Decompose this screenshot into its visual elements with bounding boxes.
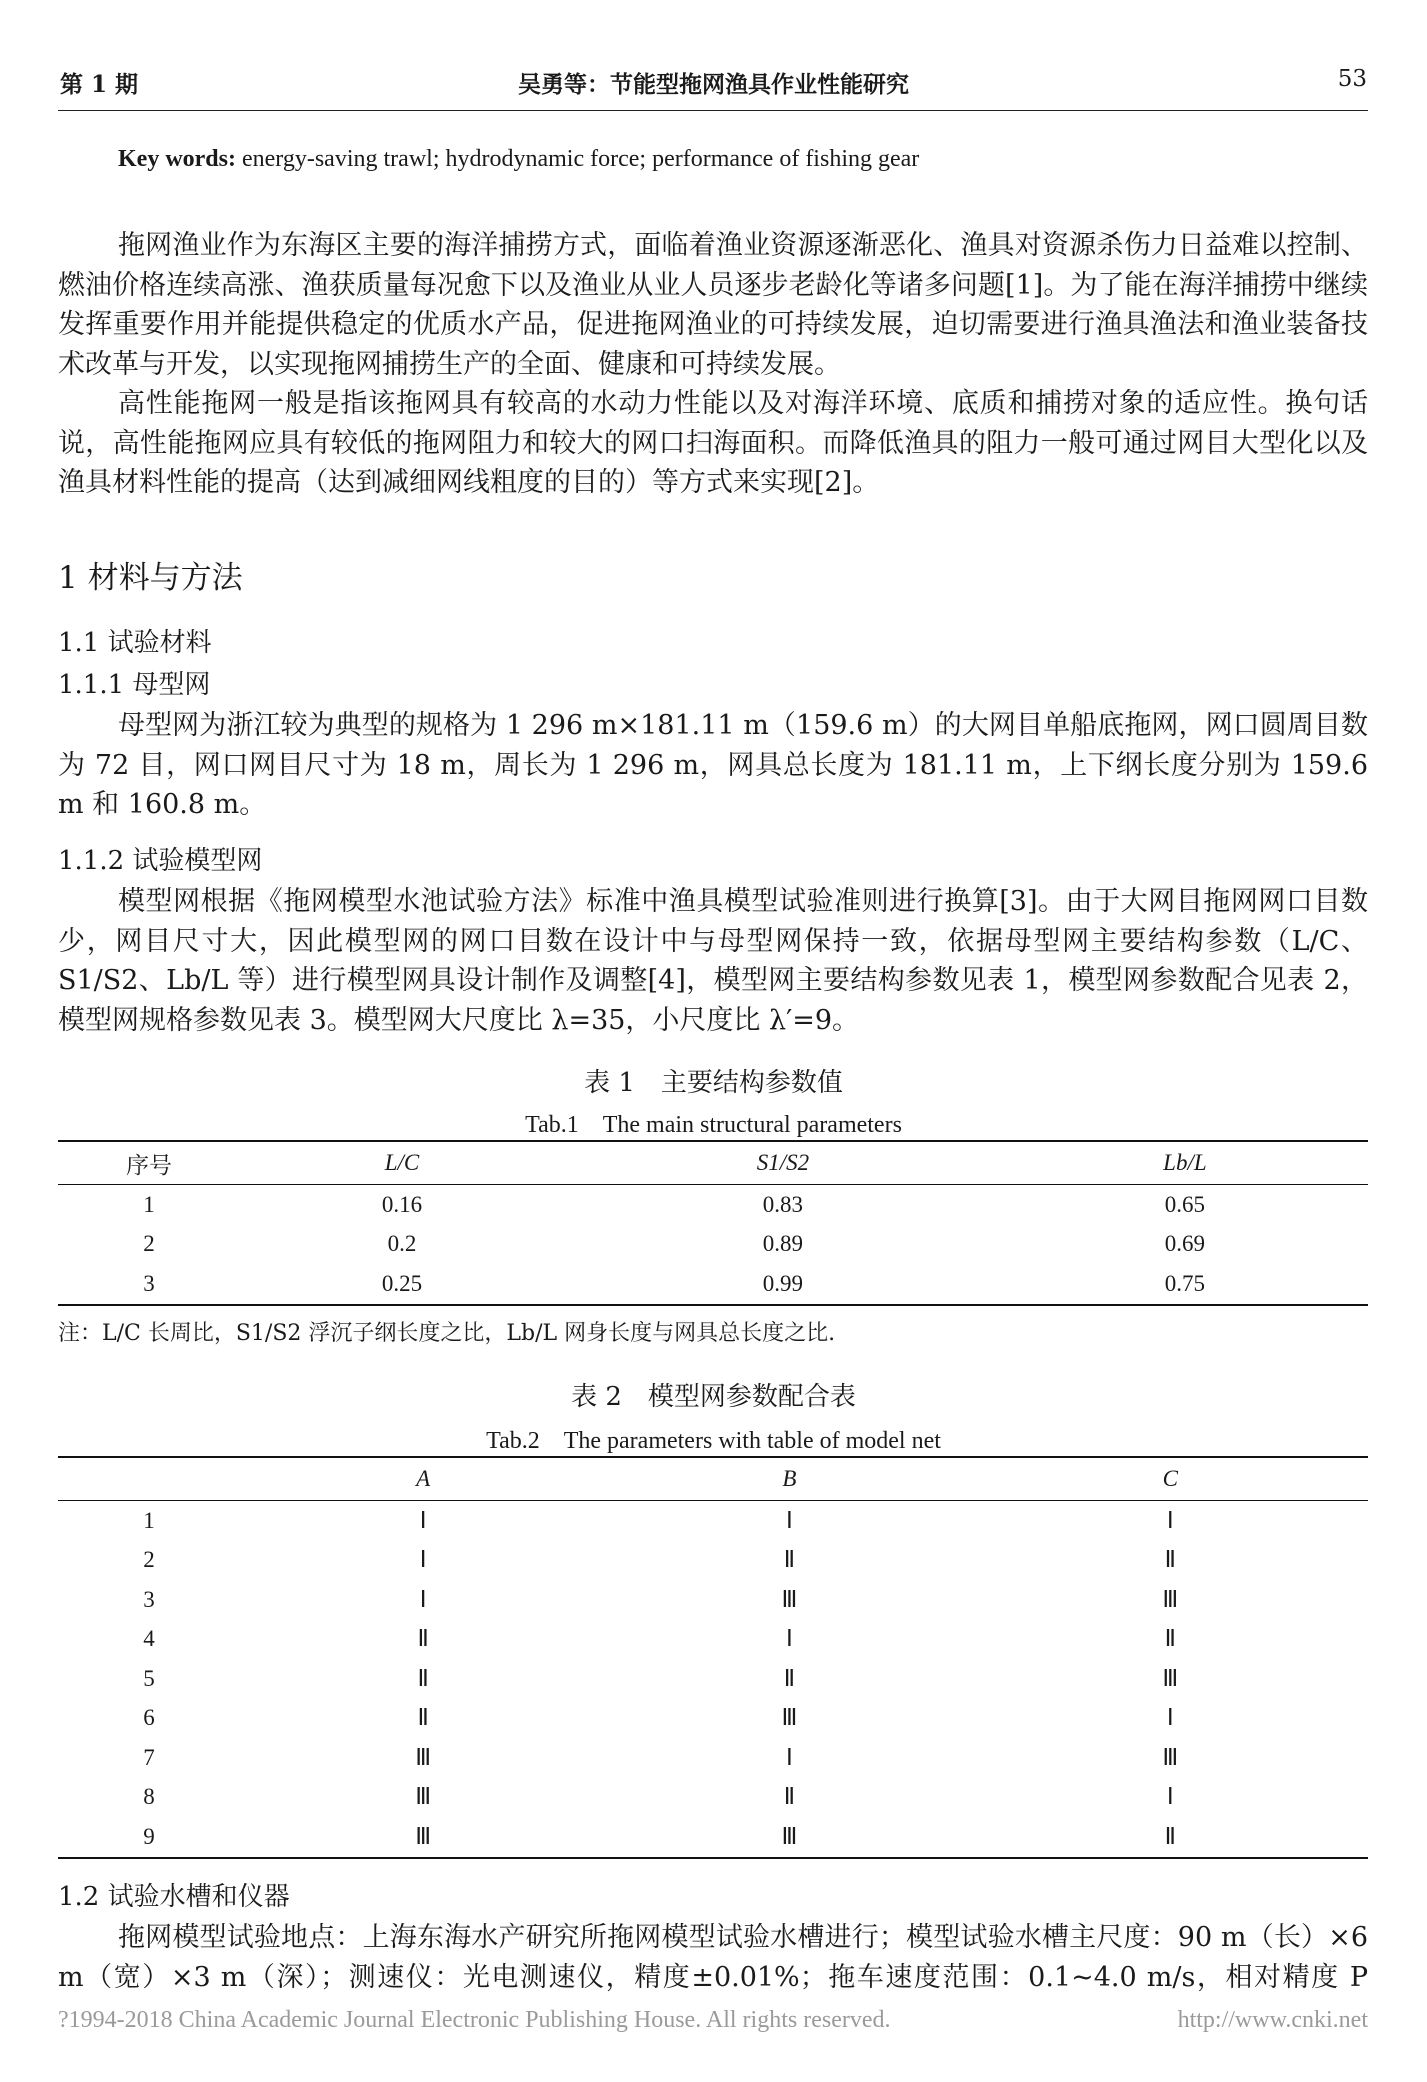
table-row bbox=[58, 1541, 1368, 1581]
table-cell: 0.83 bbox=[762, 1191, 804, 1217]
table-cell: 1 bbox=[143, 1507, 155, 1533]
issue-label: 第 1 期 bbox=[60, 71, 139, 98]
keywords-label: Key words: bbox=[118, 146, 236, 172]
table-cell: Ⅱ bbox=[1164, 1626, 1176, 1652]
table-cell: Ⅱ bbox=[783, 1547, 796, 1573]
table1-caption-en: Tab.1 The main structural parameters bbox=[525, 1112, 902, 1138]
table-cell: Ⅰ bbox=[419, 1547, 427, 1573]
table-cell: 4 bbox=[143, 1626, 155, 1652]
table-cell: Ⅰ bbox=[1166, 1705, 1174, 1731]
running-title: 吴勇等：节能型拖网渔具作业性能研究 bbox=[518, 71, 909, 98]
section-heading-1: 1 材料与方法 bbox=[58, 560, 243, 596]
table-cell: Ⅲ bbox=[781, 1823, 798, 1849]
table-cell: Ⅰ bbox=[785, 1626, 793, 1652]
table-cell: Ⅲ bbox=[1162, 1586, 1179, 1612]
table-cell: Ⅱ bbox=[783, 1784, 796, 1810]
table-cell: Ⅲ bbox=[1162, 1744, 1179, 1770]
table-row bbox=[58, 1620, 1368, 1660]
table-cell: 1 bbox=[143, 1191, 155, 1217]
table-cell: 0.2 bbox=[387, 1231, 417, 1257]
copyright-text: ?1994-2018 China Academic Journal Electronic Publishing House. All rights reserved. bbox=[58, 2007, 891, 2033]
table-cell: Ⅰ bbox=[1166, 1507, 1174, 1533]
table1-header: 序号 bbox=[126, 1152, 172, 1179]
table-cell: Ⅲ bbox=[415, 1784, 432, 1810]
table-row bbox=[58, 1264, 1368, 1305]
table-cell: Ⅰ bbox=[785, 1507, 793, 1533]
intro-paragraph-2: 高性能拖网一般是指该拖网具有较高的水动力性能以及对海洋环境、底质和捕捞对象的适应性。换句话说，高性能拖网应具有较低的拖网阻力和较大的网口扫海面积。而降低渔具的阻力一般可通过网目大型化以及渔具材料性能的提高（达到减细网线粗度的目的）等方式来实现[2]。 bbox=[58, 388, 1368, 498]
header-rule bbox=[58, 110, 1368, 111]
table-cell: 6 bbox=[143, 1705, 155, 1731]
table2-caption-cn: 表 2 模型网参数配合表 bbox=[571, 1382, 856, 1412]
table-cell: 3 bbox=[143, 1270, 155, 1296]
section-heading-1-1-1: 1.1.1 母型网 bbox=[58, 670, 211, 700]
table-cell: 0.65 bbox=[1164, 1191, 1206, 1217]
keywords-line bbox=[118, 146, 919, 173]
table-row bbox=[58, 1699, 1368, 1739]
table-row bbox=[58, 1738, 1368, 1778]
table-cell: Ⅱ bbox=[1164, 1823, 1176, 1849]
cnki-url: http://www.cnki.net bbox=[1177, 2007, 1368, 2033]
table2-header: A bbox=[416, 1466, 431, 1491]
tank-paragraph: 拖网模型试验地点：上海东海水产研究所拖网模型试验水槽进行；模型试验水槽主尺度：90 m（长）×6 m（宽）×3 m（深）；测速仪：光电测速仪，精度±0.01%；拖车速度范围：0.1~4.0 m/s，相对精度 P bbox=[58, 1922, 1368, 1993]
table1-caption-cn: 表 1 主要结构参数值 bbox=[584, 1068, 843, 1098]
table-row bbox=[58, 1659, 1368, 1699]
copyright-footer bbox=[58, 2007, 1368, 2034]
table-cell: Ⅱ bbox=[417, 1665, 429, 1691]
table-cell: 8 bbox=[143, 1784, 155, 1810]
table-cell: 0.69 bbox=[1164, 1231, 1206, 1257]
table-cell: 9 bbox=[143, 1823, 155, 1849]
page-number: 53 bbox=[1337, 66, 1367, 92]
table-row bbox=[58, 1580, 1368, 1620]
table-cell: Ⅱ bbox=[417, 1705, 429, 1731]
table-cell: Ⅰ bbox=[1166, 1784, 1174, 1810]
table-cell: 0.16 bbox=[381, 1191, 423, 1217]
table-row bbox=[58, 1225, 1368, 1265]
table1-note: 注：L/C 长周比，S1/S2 浮沉子纲长度之比，Lb/L 网身长度与网具总长度之比. bbox=[58, 1321, 836, 1346]
table-row bbox=[58, 1817, 1368, 1858]
table-cell: Ⅲ bbox=[781, 1586, 798, 1612]
table-cell: 0.25 bbox=[381, 1270, 423, 1296]
table-row bbox=[58, 1185, 1368, 1225]
table1-header: S1/S2 bbox=[756, 1150, 810, 1175]
intro-paragraph-1: 拖网渔业作为东海区主要的海洋捕捞方式，面临着渔业资源逐渐恶化、渔具对资源杀伤力日益难以控制、燃油价格连续高涨、渔获质量每况愈下以及渔业从业人员逐步老龄化等诸多问题[1]。为了能在海洋捕捞中继续发挥重要作用并能提供稳定的优质水产品，促进拖网渔业的可持续发展，迫切需要进行渔具渔法和渔业装备技术改革与开发，以实现拖网捕捞生产的全面、健康和可持续发展。 bbox=[58, 230, 1368, 380]
table-cell: Ⅲ bbox=[415, 1744, 432, 1770]
parent-net-paragraph: 母型网为浙江较为典型的规格为 1 296 m×181.11 m（159.6 m）的大网目单船底拖网，网口圆周目数为 72 目，网口网目尺寸为 18 m，周长为 1 296 m，网具总长度为 181.11 m，上下纲长度分别为 159.6 m 和 160.8 m。 bbox=[58, 710, 1368, 820]
table-row bbox=[58, 1778, 1368, 1818]
table-cell: Ⅱ bbox=[1164, 1547, 1176, 1573]
table-cell: Ⅲ bbox=[781, 1705, 798, 1731]
table-cell: Ⅱ bbox=[783, 1665, 796, 1691]
keywords-text: energy-saving trawl; hydrodynamic force; performance of fishing gear bbox=[235, 146, 920, 172]
table-cell: Ⅰ bbox=[419, 1507, 427, 1533]
table-cell: 0.75 bbox=[1164, 1270, 1206, 1296]
table-cell: 2 bbox=[143, 1547, 155, 1573]
table1 bbox=[58, 1140, 1368, 1306]
table-cell: Ⅰ bbox=[785, 1744, 793, 1770]
table-cell: Ⅰ bbox=[419, 1586, 427, 1612]
section-heading-1-2: 1.2 试验水槽和仪器 bbox=[58, 1882, 290, 1912]
table2 bbox=[58, 1456, 1368, 1859]
section-heading-1-1: 1.1 试验材料 bbox=[58, 628, 212, 658]
table-cell: Ⅲ bbox=[415, 1823, 432, 1849]
table-cell: 7 bbox=[143, 1744, 155, 1770]
table2-header-row bbox=[58, 1457, 1368, 1501]
table-row bbox=[58, 1501, 1368, 1541]
table-cell: 3 bbox=[143, 1586, 155, 1612]
table-cell: 2 bbox=[143, 1231, 155, 1257]
table1-header: L/C bbox=[384, 1150, 420, 1175]
table-cell: Ⅱ bbox=[417, 1626, 429, 1652]
table-cell: 0.89 bbox=[762, 1231, 804, 1257]
model-net-paragraph: 模型网根据《拖网模型水池试验方法》标准中渔具模型试验准则进行换算[3]。由于大网目拖网网口目数少，网目尺寸大，因此模型网的网口目数在设计中与母型网保持一致，依据母型网主要结构参数（L/C、S1/S2、Lb/L 等）进行模型网具设计制作及调整[4]，模型网主要结构参数见表 1，模型网参数配合见表 2，模型网规格参数见表 3。模型网大尺度比 λ=35，小尺度比 λ′=9。 bbox=[58, 886, 1368, 1036]
table-cell: 5 bbox=[143, 1665, 155, 1691]
table2-header: B bbox=[782, 1466, 797, 1491]
table2-caption-en: Tab.2 The parameters with table of model net bbox=[486, 1428, 941, 1454]
section-heading-1-1-2: 1.1.2 试验模型网 bbox=[58, 846, 263, 876]
table2-header bbox=[58, 1457, 240, 1501]
table1-header-row bbox=[58, 1141, 1368, 1185]
table1-header: Lb/L bbox=[1163, 1150, 1207, 1175]
table-cell: 0.99 bbox=[762, 1270, 804, 1296]
table-cell: Ⅲ bbox=[1162, 1665, 1179, 1691]
table2-header: C bbox=[1162, 1466, 1178, 1491]
